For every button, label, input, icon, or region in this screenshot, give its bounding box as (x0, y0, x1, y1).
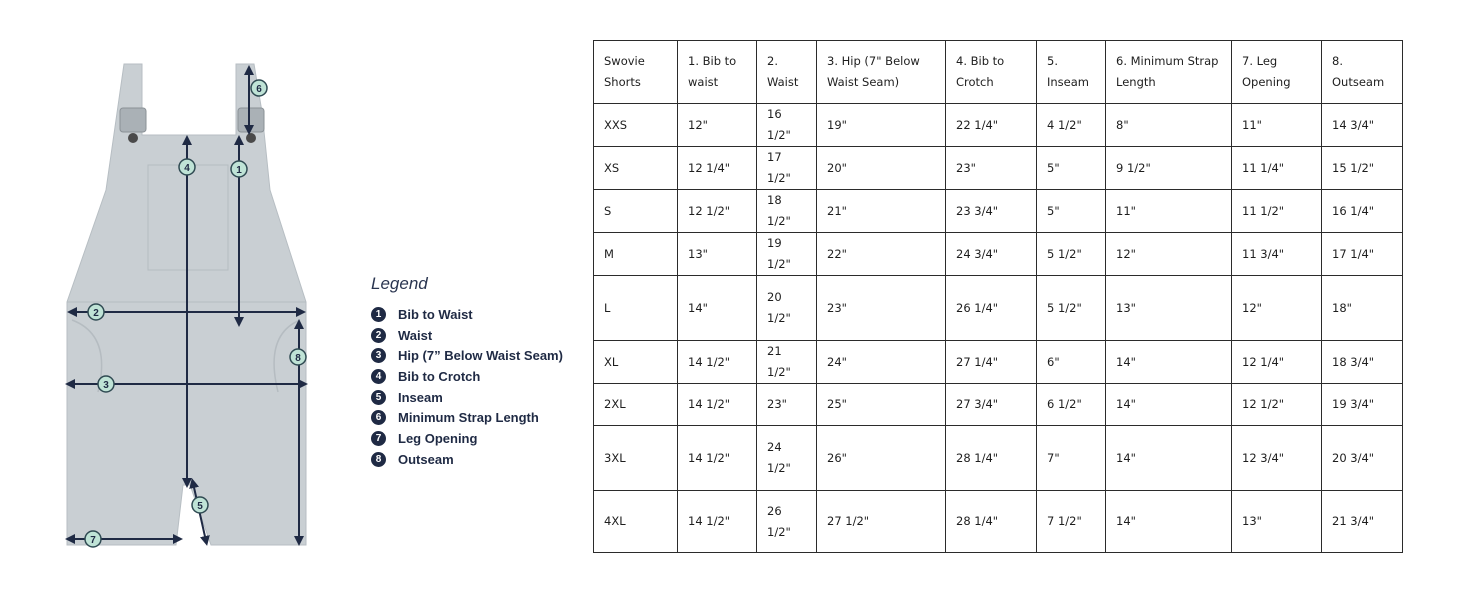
table-row (594, 491, 1403, 553)
table-cell: 22" (817, 233, 946, 276)
table-cell: 14 1/2" (678, 384, 757, 426)
table-cell: 13" (678, 233, 757, 276)
legend-item (371, 428, 581, 449)
marker-5 (192, 497, 208, 513)
table-cell: 12" (678, 104, 757, 147)
marker-6 (251, 80, 267, 96)
table-cell: M (594, 233, 678, 276)
table-cell: 5" (1037, 147, 1106, 190)
table-row (594, 276, 1403, 341)
table-row (594, 233, 1403, 276)
table-cell: 27 1/4" (946, 341, 1037, 384)
table-header-row (594, 41, 1403, 104)
legend-item (371, 304, 581, 325)
table-cell: 27 3/4" (946, 384, 1037, 426)
svg-text:5: 5 (197, 501, 203, 512)
legend-label: Minimum Strap Length (398, 410, 539, 426)
table-cell: 17 1/4" (1322, 233, 1403, 276)
overall-measurement-diagram (55, 55, 325, 555)
table-cell: XS (594, 147, 678, 190)
table-cell: 16 1/2" (757, 104, 817, 147)
table-cell: 24 3/4" (946, 233, 1037, 276)
legend-number-badge: 3 (371, 348, 386, 363)
table-cell: L (594, 276, 678, 341)
table-cell: 4XL (594, 491, 678, 553)
legend-label: Bib to Waist (398, 306, 473, 322)
header-inseam: 5. Inseam (1037, 41, 1106, 104)
table-cell: 14 1/2" (678, 426, 757, 491)
header-leg-opening: 7. Leg Opening (1232, 41, 1322, 104)
legend-number-badge: 8 (371, 452, 386, 467)
table-cell: 13" (1106, 276, 1232, 341)
table-cell: 18 3/4" (1322, 341, 1403, 384)
table-cell: 12 1/4" (678, 147, 757, 190)
marker-7 (85, 531, 101, 547)
table-cell: 14 1/2" (678, 491, 757, 553)
table-cell: 17 1/2" (757, 147, 817, 190)
svg-text:7: 7 (90, 535, 96, 546)
table-cell: S (594, 190, 678, 233)
table-cell: 24 1/2" (757, 426, 817, 491)
table-cell: 14" (678, 276, 757, 341)
table-cell: 19" (817, 104, 946, 147)
legend-item (371, 325, 581, 346)
legend-item (371, 449, 581, 470)
table-cell: 4 1/2" (1037, 104, 1106, 147)
table-cell: 7 1/2" (1037, 491, 1106, 553)
table-cell: 5 1/2" (1037, 276, 1106, 341)
table-cell: 25" (817, 384, 946, 426)
marker-1 (231, 161, 247, 177)
table-row (594, 341, 1403, 384)
table-cell: 23" (817, 276, 946, 341)
table-cell: 23" (946, 147, 1037, 190)
svg-text:1: 1 (236, 165, 242, 176)
table-cell: 8" (1106, 104, 1232, 147)
table-cell: 12" (1232, 276, 1322, 341)
table-cell: 23 3/4" (946, 190, 1037, 233)
table-cell: 12" (1106, 233, 1232, 276)
header-strap-length: 6. Minimum Strap Length (1106, 41, 1232, 104)
legend-item (371, 407, 581, 428)
table-cell: 14 1/2" (678, 341, 757, 384)
table-cell: 18" (1322, 276, 1403, 341)
table-cell: XXS (594, 104, 678, 147)
table-cell: 12 1/2" (678, 190, 757, 233)
table-cell: XL (594, 341, 678, 384)
legend-number-badge: 2 (371, 328, 386, 343)
marker-3 (98, 376, 114, 392)
table-cell: 15 1/2" (1322, 147, 1403, 190)
marker-8 (290, 349, 306, 365)
table-cell: 26 1/2" (757, 491, 817, 553)
header-outseam: 8. Outseam (1322, 41, 1403, 104)
table-cell: 11 1/4" (1232, 147, 1322, 190)
legend-list (371, 304, 581, 470)
table-cell: 20 1/2" (757, 276, 817, 341)
table-cell: 19 1/2" (757, 233, 817, 276)
header-waist: 2. Waist (757, 41, 817, 104)
legend-number-badge: 5 (371, 390, 386, 405)
table-cell: 22 1/4" (946, 104, 1037, 147)
table-row (594, 190, 1403, 233)
table-cell: 19 3/4" (1322, 384, 1403, 426)
table-cell: 3XL (594, 426, 678, 491)
table-cell: 20 3/4" (1322, 426, 1403, 491)
svg-text:6: 6 (256, 84, 262, 95)
legend-label: Inseam (398, 389, 443, 405)
table-cell: 21 1/2" (757, 341, 817, 384)
table-cell: 11" (1106, 190, 1232, 233)
table-cell: 24" (817, 341, 946, 384)
table-cell: 7" (1037, 426, 1106, 491)
header-hip: 3. Hip (7" Below Waist Seam) (817, 41, 946, 104)
table-cell: 16 1/4" (1322, 190, 1403, 233)
table-cell: 12 1/4" (1232, 341, 1322, 384)
table-cell: 12 1/2" (1232, 384, 1322, 426)
table-cell: 6" (1037, 341, 1106, 384)
svg-text:2: 2 (93, 308, 99, 319)
table-cell: 20" (817, 147, 946, 190)
table-cell: 11" (1232, 104, 1322, 147)
header-size: Swovie Shorts (594, 41, 678, 104)
legend-item (371, 345, 581, 366)
table-row (594, 426, 1403, 491)
table-cell: 13" (1232, 491, 1322, 553)
legend-title: Legend (371, 274, 428, 293)
table-cell: 14" (1106, 491, 1232, 553)
legend-label: Leg Opening (398, 430, 478, 446)
table-cell: 21" (817, 190, 946, 233)
table-cell: 23" (757, 384, 817, 426)
table-cell: 11 1/2" (1232, 190, 1322, 233)
legend-number-badge: 6 (371, 410, 386, 425)
table-cell: 6 1/2" (1037, 384, 1106, 426)
table-cell: 28 1/4" (946, 426, 1037, 491)
legend-number-badge: 7 (371, 431, 386, 446)
table-cell: 28 1/4" (946, 491, 1037, 553)
marker-4 (179, 159, 195, 175)
table-cell: 18 1/2" (757, 190, 817, 233)
table-cell: 5" (1037, 190, 1106, 233)
legend-label: Outseam (398, 451, 454, 467)
table-cell: 26" (817, 426, 946, 491)
table-cell: 12 3/4" (1232, 426, 1322, 491)
table-cell: 26 1/4" (946, 276, 1037, 341)
size-chart-table (593, 40, 1403, 553)
header-bib-to-waist: 1. Bib to waist (678, 41, 757, 104)
header-bib-to-crotch: 4. Bib to Crotch (946, 41, 1037, 104)
table-cell: 11 3/4" (1232, 233, 1322, 276)
svg-text:3: 3 (103, 380, 109, 391)
svg-text:8: 8 (295, 353, 301, 364)
legend-label: Bib to Crotch (398, 368, 481, 384)
table-row (594, 384, 1403, 426)
table-cell: 2XL (594, 384, 678, 426)
table-row (594, 147, 1403, 190)
legend (371, 274, 581, 470)
marker-2 (88, 304, 104, 320)
table-cell: 14" (1106, 426, 1232, 491)
table-cell: 14" (1106, 384, 1232, 426)
legend-number-badge: 1 (371, 307, 386, 322)
table-row (594, 104, 1403, 147)
legend-number-badge: 4 (371, 369, 386, 384)
table-cell: 14 3/4" (1322, 104, 1403, 147)
legend-item (371, 366, 581, 387)
legend-label: Hip (7” Below Waist Seam) (398, 348, 563, 364)
table-cell: 21 3/4" (1322, 491, 1403, 553)
table-cell: 27 1/2" (817, 491, 946, 553)
legend-item (371, 387, 581, 408)
table-cell: 5 1/2" (1037, 233, 1106, 276)
table-cell: 14" (1106, 341, 1232, 384)
svg-text:4: 4 (184, 163, 190, 174)
table-cell: 9 1/2" (1106, 147, 1232, 190)
legend-label: Waist (398, 327, 433, 343)
